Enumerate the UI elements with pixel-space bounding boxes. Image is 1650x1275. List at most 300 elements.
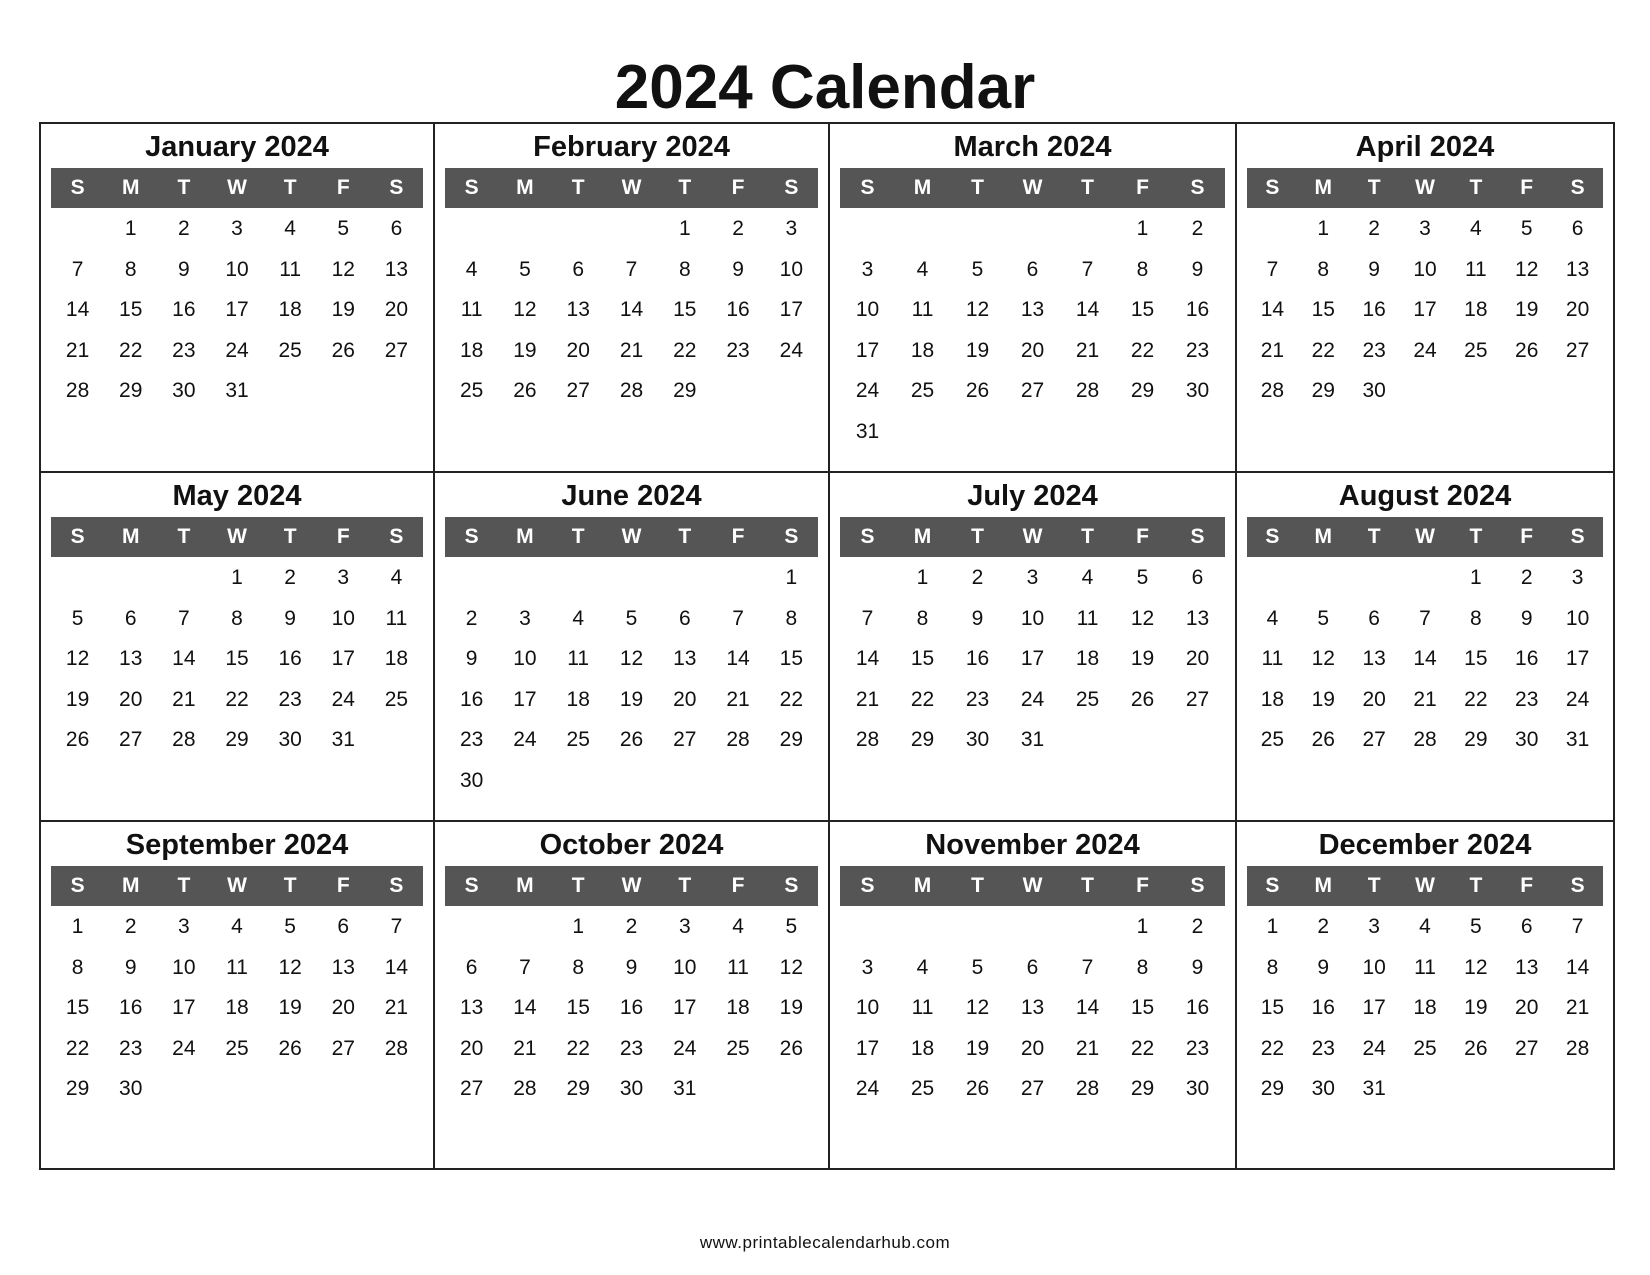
day-cell: 21 [172,687,196,711]
weekday-label: T [177,525,191,548]
day-cell: 3 [231,217,243,240]
day-cell: 19 [965,1036,990,1060]
day-cell: 27 [1565,338,1590,362]
weekday-label: W [1022,176,1043,199]
day-cell: 16 [1185,298,1210,322]
empty-cell [658,558,711,599]
day-cell: 28 [65,379,90,403]
day-cell: 14 [1260,298,1285,322]
day-cell: 18 [910,1036,935,1060]
day-cell: 23 [172,338,196,362]
weekday-label: F [1520,176,1534,199]
month-title: January 2024 [145,131,329,163]
empty-cell [895,209,950,250]
day-cell: 1 [71,915,84,938]
day-cell: 25 [1464,338,1488,362]
day-cell: 10 [855,996,880,1020]
day-cell: 14 [855,647,880,671]
weekday-label: S [70,176,85,199]
day-cell: 19 [1130,647,1155,671]
day-cell: 23 [1515,687,1539,711]
day-cell: 20 [331,996,355,1020]
day-cell: 11 [567,647,590,671]
weekday-label: F [731,525,745,548]
weekday-label: T [678,874,692,897]
day-cell: 7 [1081,955,1094,979]
calendar-grid [39,122,1615,1170]
day-cell: 20 [673,687,697,711]
empty-cell [445,907,498,948]
day-cell: 8 [785,606,798,630]
day-cell: 21 [1260,338,1285,362]
weekday-label: S [464,525,479,548]
day-cell: 27 [566,379,590,403]
day-cell: 1 [1136,915,1149,938]
day-cell: 24 [673,1036,697,1060]
day-cell: 28 [1413,728,1437,752]
day-cell: 20 [1020,338,1045,362]
weekday-label: W [621,176,642,199]
day-cell: 8 [916,606,929,630]
day-grid [840,557,1225,761]
day-cell: 12 [278,955,302,979]
weekday-label: F [731,874,745,897]
day-grid [51,208,423,412]
day-cell: 4 [284,217,296,240]
day-cell: 16 [459,687,484,711]
weekday-label: T [1469,525,1483,548]
day-cell: 6 [678,606,691,630]
day-cell: 30 [1185,1077,1210,1101]
day-cell: 18 [566,687,590,711]
day-cell: 15 [225,647,249,671]
weekday-label: W [1415,874,1435,897]
day-cell: 25 [459,379,484,403]
day-cell: 15 [1260,996,1285,1020]
day-cell: 13 [1020,996,1045,1020]
weekday-label: S [464,176,479,199]
empty-cell [1005,209,1060,250]
day-cell: 11 [727,955,749,979]
day-cell: 8 [71,955,84,979]
day-cell: 9 [124,955,137,979]
weekday-label: M [1314,874,1333,897]
weekday-label: W [1415,525,1435,548]
day-cell: 15 [910,647,935,671]
day-cell: 20 [1565,298,1590,322]
day-cell: 13 [1185,606,1210,630]
day-cell: 10 [855,298,880,322]
weekday-header [1247,866,1603,906]
day-cell: 5 [337,217,350,240]
day-cell: 5 [1136,566,1149,589]
day-cell: 15 [119,298,143,322]
day-cell: 26 [619,728,644,752]
day-cell: 27 [1020,379,1045,403]
day-cell: 20 [459,1036,484,1060]
day-cell: 31 [1362,1077,1386,1101]
day-cell: 23 [1185,338,1210,362]
day-cell: 3 [519,606,531,630]
month-title: July 2024 [967,480,1098,512]
day-cell: 18 [1464,298,1488,322]
day-cell: 15 [673,298,697,322]
day-cell: 24 [855,1077,880,1101]
day-cell: 21 [619,338,644,362]
weekday-label: S [1570,176,1585,199]
day-cell: 2 [732,217,744,240]
day-cell: 13 [673,647,697,671]
day-cell: 26 [1515,338,1539,362]
day-cell: 8 [678,257,691,281]
day-cell: 11 [1261,647,1284,671]
day-cell: 19 [513,338,537,362]
day-cell: 11 [226,955,248,979]
weekday-label: T [1367,525,1381,548]
day-cell: 12 [619,647,644,671]
day-cell: 20 [384,298,409,322]
day-cell: 17 [673,996,697,1020]
weekday-label: M [516,525,534,548]
day-cell: 12 [965,298,990,322]
day-cell: 28 [384,1036,409,1060]
weekday-label: W [1022,874,1043,897]
day-cell: 4 [390,566,403,589]
weekday-label: F [1136,525,1149,548]
day-cell: 2 [1191,217,1204,240]
weekday-label: M [913,176,932,199]
weekday-label: T [678,176,692,199]
day-cell: 3 [785,217,798,240]
day-cell: 30 [172,379,196,403]
day-cell: 26 [278,1036,302,1060]
day-cell: 29 [1260,1077,1285,1101]
day-cell: 10 [513,647,537,671]
day-cell: 11 [1464,257,1487,281]
day-cell: 30 [1311,1077,1335,1101]
day-cell: 21 [1075,1036,1100,1060]
day-cell: 30 [965,728,990,752]
day-cell: 24 [225,338,249,362]
day-cell: 19 [619,687,644,711]
weekday-label: M [1314,176,1333,199]
empty-cell [104,558,157,599]
weekday-label: W [1022,525,1043,548]
day-cell: 27 [119,728,143,752]
day-cell: 16 [119,996,143,1020]
day-cell: 18 [1413,996,1437,1020]
weekday-label: S [389,525,404,548]
day-cell: 15 [1464,647,1488,671]
day-cell: 2 [465,606,478,630]
day-cell: 1 [678,217,691,240]
weekday-label: T [971,874,984,897]
weekday-label: F [1136,874,1149,897]
weekday-label: S [389,874,404,897]
day-cell: 30 [1362,379,1386,403]
day-cell: 9 [1520,606,1533,630]
day-cell: 2 [625,915,638,938]
weekday-label: M [913,525,932,548]
weekday-label: W [621,874,642,897]
day-grid [445,906,818,1110]
day-cell: 22 [673,338,697,362]
month-block [830,473,1237,822]
day-cell: 22 [1311,338,1335,362]
empty-cell [950,907,1005,948]
day-cell: 13 [1020,298,1045,322]
day-cell: 3 [861,955,874,979]
month-block [1237,822,1613,1168]
day-cell: 1 [1136,217,1149,240]
day-cell: 29 [65,1077,90,1101]
day-cell: 26 [965,1077,990,1101]
day-cell: 13 [459,996,484,1020]
empty-cell [840,907,895,948]
weekday-label: S [1190,525,1205,548]
day-cell: 10 [225,257,249,281]
day-cell: 4 [732,915,744,938]
day-cell: 21 [1565,996,1590,1020]
empty-cell [840,209,895,250]
day-cell: 11 [385,606,408,630]
weekday-label: S [1190,874,1205,897]
day-cell: 10 [1413,257,1437,281]
day-cell: 23 [119,1036,143,1060]
month-block [41,473,435,822]
day-cell: 2 [1191,915,1204,938]
day-cell: 31 [225,379,249,403]
weekday-label: T [283,525,297,548]
day-cell: 29 [1130,379,1155,403]
day-cell: 4 [1081,566,1094,589]
day-cell: 26 [1130,687,1155,711]
day-cell: 10 [1565,606,1590,630]
weekday-label: F [1520,874,1534,897]
day-grid [840,208,1225,453]
day-cell: 28 [1260,379,1285,403]
day-cell: 22 [566,1036,590,1060]
day-cell: 9 [971,606,984,630]
empty-cell [1005,907,1060,948]
day-cell: 23 [619,1036,644,1060]
day-cell: 17 [1362,996,1386,1020]
weekday-label: T [571,525,585,548]
day-cell: 16 [1311,996,1335,1020]
day-cell: 17 [855,1036,880,1060]
day-cell: 5 [71,606,84,630]
day-cell: 3 [678,915,691,938]
day-grid [445,557,818,802]
day-cell: 25 [225,1036,249,1060]
day-cell: 10 [331,606,355,630]
month-title: April 2024 [1355,131,1495,163]
day-cell: 30 [1515,728,1539,752]
day-cell: 24 [331,687,355,711]
day-cell: 8 [1136,257,1149,281]
day-cell: 15 [1130,996,1155,1020]
weekday-label: S [1265,525,1280,548]
day-cell: 27 [1020,1077,1045,1101]
day-cell: 15 [566,996,590,1020]
day-cell: 10 [1020,606,1045,630]
weekday-label: T [177,176,191,199]
empty-cell [895,907,950,948]
day-cell: 22 [910,687,935,711]
weekday-label: W [621,525,642,548]
day-cell: 17 [225,298,249,322]
day-cell: 9 [284,606,296,630]
weekday-label: S [1190,176,1205,199]
day-cell: 30 [1185,379,1210,403]
day-cell: 14 [726,647,750,671]
month-block [830,124,1237,473]
day-cell: 20 [119,687,143,711]
day-cell: 2 [1317,915,1330,938]
day-cell: 5 [1317,606,1330,630]
weekday-label: T [177,874,191,897]
empty-cell [445,558,498,599]
day-cell: 7 [861,606,874,630]
empty-cell [1060,209,1115,250]
weekday-label: W [227,525,247,548]
day-cell: 22 [65,1036,90,1060]
day-cell: 13 [331,955,355,979]
day-cell: 25 [1075,687,1100,711]
day-cell: 7 [71,257,84,281]
day-cell: 17 [1020,647,1045,671]
day-cell: 15 [779,647,804,671]
day-cell: 9 [1368,257,1380,281]
weekday-label: T [1081,176,1094,199]
day-cell: 12 [65,647,90,671]
day-cell: 5 [519,257,531,281]
month-block [435,124,830,473]
day-cell: 22 [1130,338,1155,362]
day-cell: 8 [231,606,243,630]
day-cell: 6 [1571,217,1584,240]
day-cell: 11 [1414,955,1436,979]
day-cell: 14 [619,298,644,322]
day-cell: 19 [331,298,355,322]
month-title: June 2024 [561,480,702,512]
day-cell: 11 [1076,606,1099,630]
day-cell: 19 [1311,687,1335,711]
day-cell: 24 [1565,687,1590,711]
empty-cell [1247,558,1298,599]
day-cell: 20 [566,338,590,362]
day-cell: 5 [971,257,984,281]
day-cell: 6 [337,915,350,938]
weekday-header [840,517,1225,557]
month-block [435,473,830,822]
day-cell: 7 [1419,606,1431,630]
weekday-label: T [571,874,585,897]
day-cell: 23 [1185,1036,1210,1060]
day-cell: 20 [1020,1036,1045,1060]
day-cell: 15 [1311,298,1335,322]
day-cell: 6 [124,606,137,630]
day-cell: 18 [726,996,750,1020]
day-cell: 4 [231,915,243,938]
weekday-label: M [516,176,534,199]
day-cell: 3 [178,915,190,938]
day-cell: 28 [855,728,880,752]
day-cell: 16 [1362,298,1386,322]
day-cell: 27 [673,728,697,752]
day-cell: 6 [1026,257,1039,281]
weekday-label: M [913,874,932,897]
weekday-label: T [283,176,297,199]
day-cell: 18 [278,298,302,322]
day-cell: 25 [910,379,935,403]
day-cell: 23 [278,687,302,711]
month-block [1237,473,1613,822]
weekday-header [840,168,1225,208]
day-cell: 21 [1075,338,1100,362]
day-cell: 21 [384,996,409,1020]
day-cell: 17 [1413,298,1437,322]
day-cell: 23 [726,338,750,362]
day-cell: 4 [916,955,929,979]
day-cell: 3 [1026,566,1039,589]
day-cell: 12 [1464,955,1488,979]
day-cell: 1 [572,915,585,938]
empty-cell [1400,558,1451,599]
footer-url: www.printablecalendarhub.com [699,1233,951,1252]
day-cell: 16 [172,298,196,322]
weekday-label: T [571,176,585,199]
day-cell: 16 [965,647,990,671]
empty-cell [1247,209,1298,250]
day-cell: 9 [625,955,638,979]
day-grid [51,906,423,1110]
empty-cell [950,209,1005,250]
day-cell: 6 [1026,955,1039,979]
weekday-label: T [1469,176,1483,199]
empty-cell [711,558,764,599]
weekday-header [1247,168,1603,208]
weekday-label: F [336,525,350,548]
weekday-label: T [1081,525,1094,548]
day-cell: 18 [1075,647,1100,671]
month-title: November 2024 [925,829,1140,861]
weekday-label: S [464,874,479,897]
month-block [41,822,435,1168]
day-cell: 5 [1470,915,1482,938]
day-cell: 2 [284,566,296,589]
day-cell: 13 [566,298,590,322]
day-cell: 3 [1419,217,1431,240]
weekday-label: S [389,176,404,199]
month-title: August 2024 [1338,480,1512,512]
day-cell: 27 [1185,687,1210,711]
day-cell: 21 [1413,687,1437,711]
weekday-label: S [1570,874,1585,897]
day-cell: 17 [855,338,880,362]
day-cell: 9 [1317,955,1330,979]
weekday-label: S [860,176,875,199]
day-cell: 6 [572,257,585,281]
weekday-label: F [336,176,350,199]
day-cell: 26 [1311,728,1335,752]
weekday-header [445,168,818,208]
day-cell: 29 [119,379,143,403]
day-cell: 31 [855,419,880,443]
day-cell: 14 [513,996,537,1020]
day-cell: 14 [1565,955,1590,979]
day-cell: 25 [278,338,302,362]
